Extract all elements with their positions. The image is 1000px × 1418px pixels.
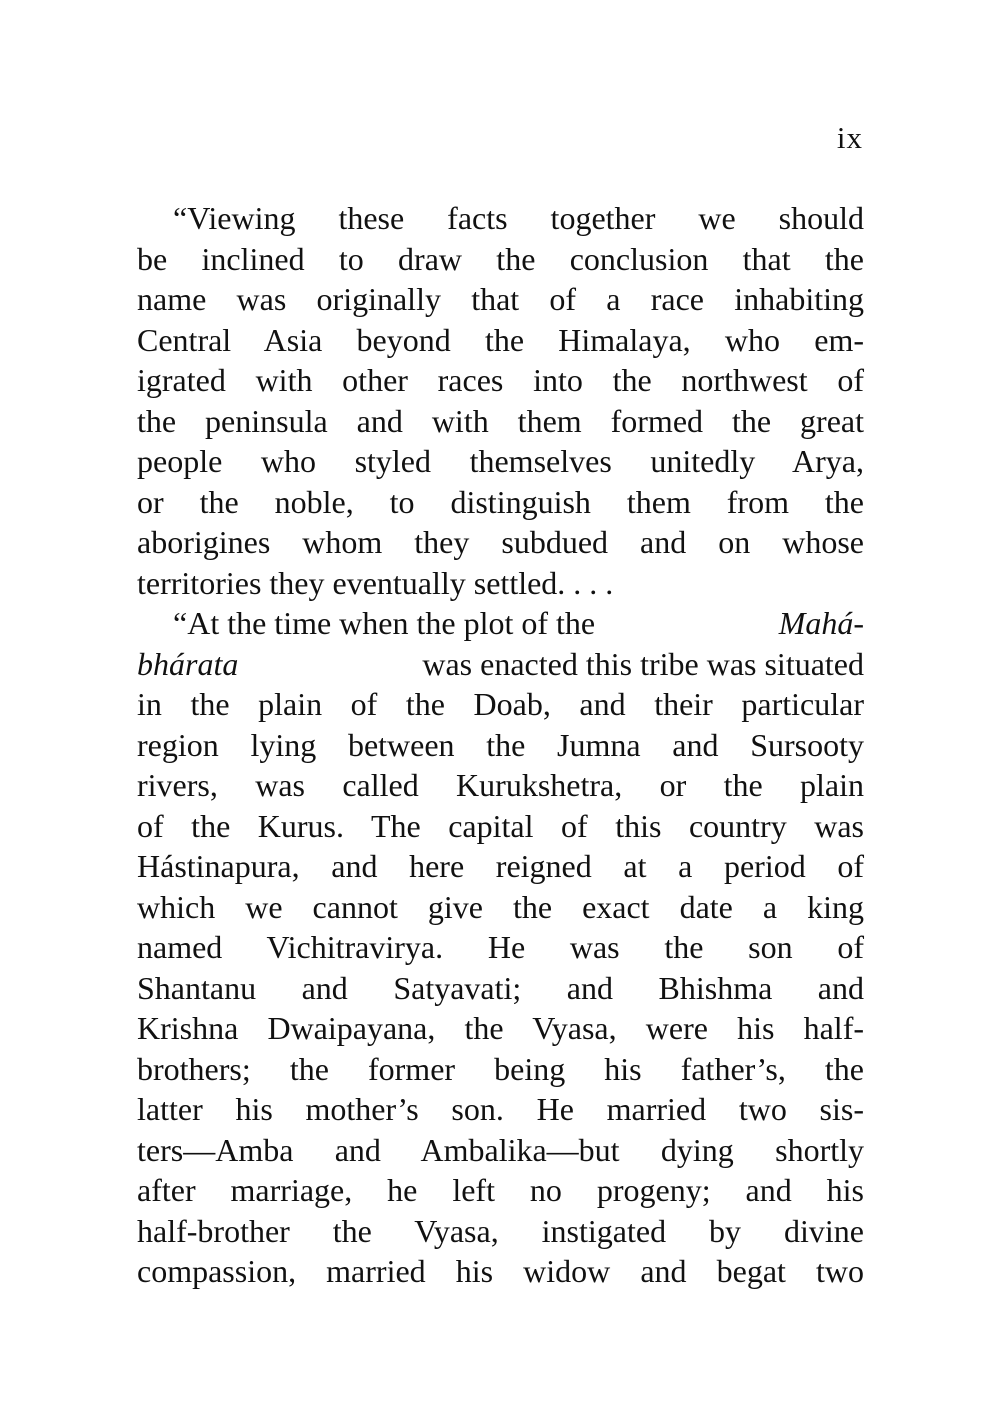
text-line: named Vichitravirya. He was the son of [137, 929, 864, 965]
text-line: aborigines whom they subdued and on whose [137, 524, 864, 560]
text-line: Hástinapura, and here reigned at a period of [137, 848, 864, 884]
text-line: be inclined to draw the conclusion that the [137, 240, 864, 277]
text-line: name was originally that of a race inhabiting [137, 281, 864, 317]
text-line: Shantanu and Satyavati; and Bhishma and [137, 969, 864, 1006]
text-line: Krishna Dwaipayana, the Vyasa, were his half- [137, 1010, 864, 1046]
text-line: region lying between the Jumna and Sursooty [137, 726, 864, 763]
text-line: latter his mother’s son. He married two sis- [137, 1091, 864, 1127]
text-line: “Viewing these facts together we should [173, 200, 864, 236]
text-line: the peninsula and with them formed the great [137, 402, 864, 439]
text-line: Central Asia beyond the Himalaya, who em- [137, 321, 864, 358]
text-segment: “At the time when the plot of the [173, 605, 596, 641]
text-line [137, 603, 864, 644]
text-line: people who styled themselves unitedly Arya, [137, 443, 864, 479]
text-line: igrated with other races into the northwest of [137, 362, 864, 398]
text-segment: was enacted this tribe was situated [422, 645, 864, 682]
text-line: ters—Amba and Ambalika—but dying shortly [137, 1131, 864, 1168]
text-line: territories they eventually settled. . . . [137, 564, 614, 601]
italic-title-segment: Mahá- [778, 605, 864, 641]
page-number: ix [836, 120, 863, 155]
text-line: in the plain of the Doab, and their particular [137, 686, 864, 722]
text-line: half-brother the Vyasa, instigated by divine [137, 1212, 864, 1249]
italic-title-segment: bhárata [137, 645, 239, 682]
text-line: after marriage, he left no progeny; and his [137, 1172, 864, 1208]
text-line: of the Kurus. The capital of this country was [137, 807, 864, 844]
text-line: compassion, married his widow and begat two [137, 1253, 864, 1289]
text-line [137, 644, 864, 685]
text-line: or the noble, to distinguish them from the [137, 483, 864, 520]
body-text [137, 198, 864, 1292]
text-line: brothers; the former being his father’s, the [137, 1050, 864, 1087]
text-line: rivers, was called Kurukshetra, or the plain [137, 767, 864, 803]
text-line: which we cannot give the exact date a king [137, 888, 864, 925]
